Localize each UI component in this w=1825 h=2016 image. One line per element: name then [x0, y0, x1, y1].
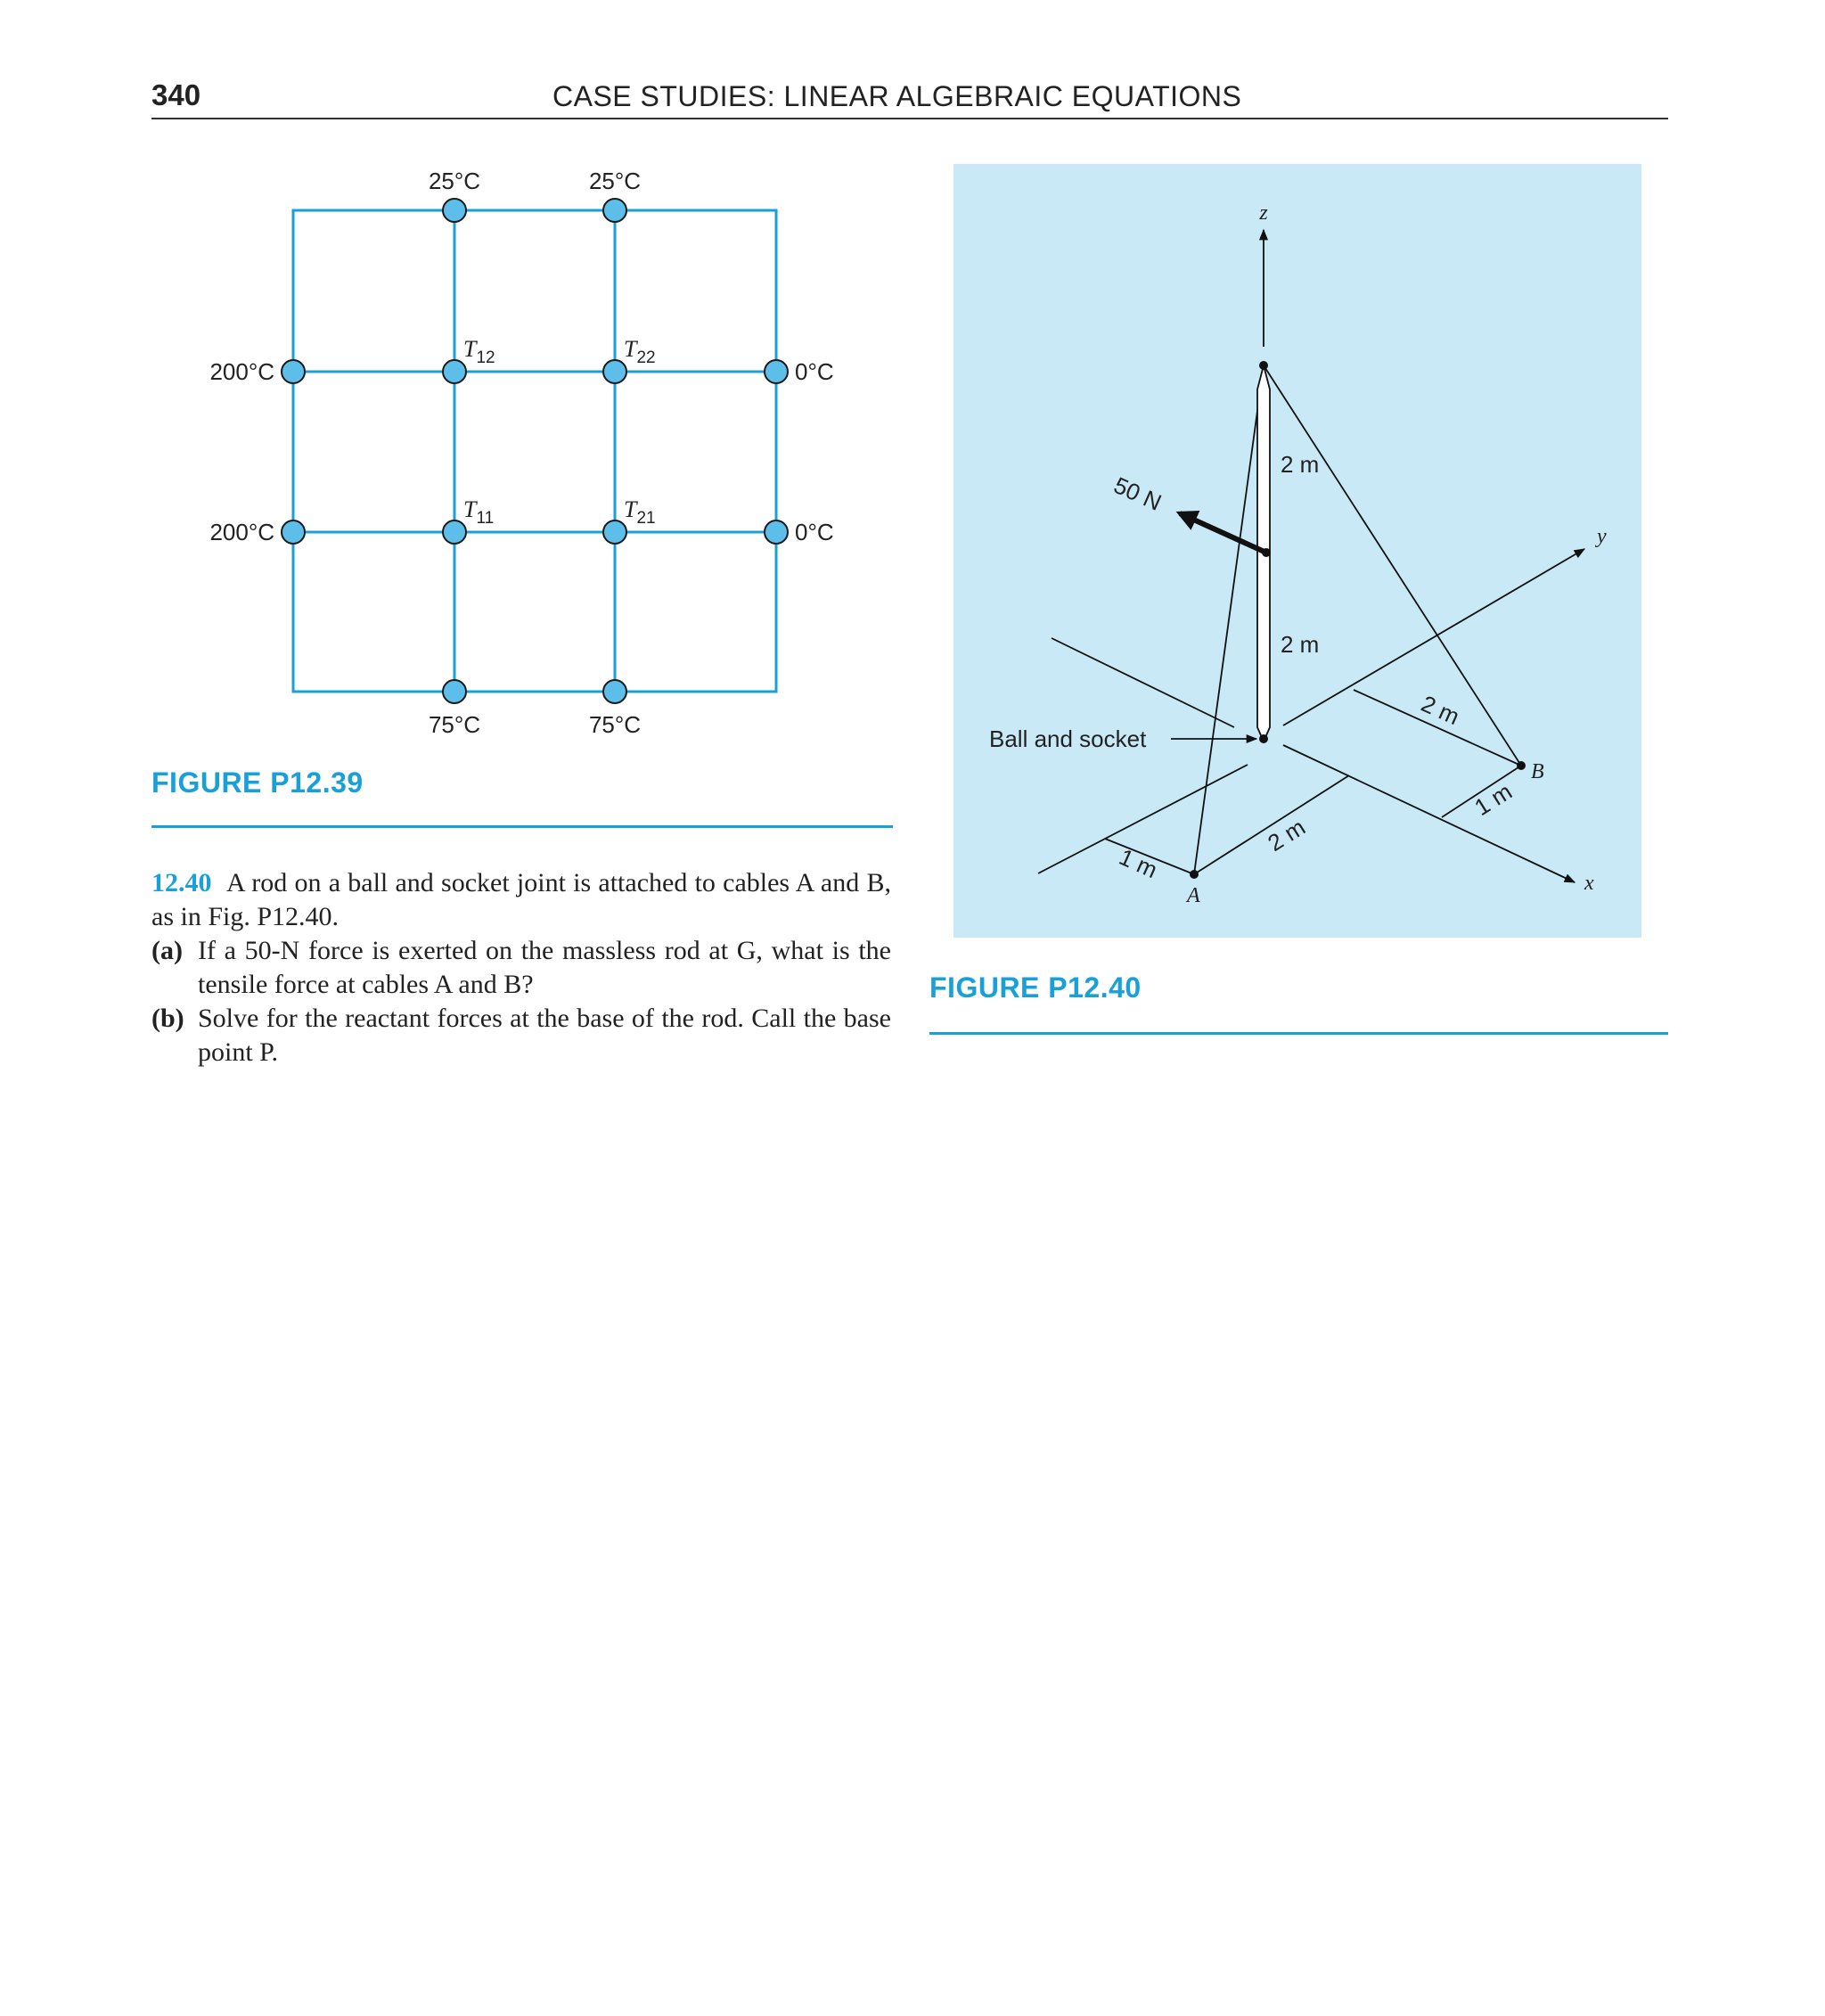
header-rule	[151, 118, 1668, 119]
point-a-label: A	[1187, 884, 1200, 907]
grid-border	[293, 210, 776, 692]
dim-x-2m-label: 2 m	[1263, 813, 1310, 857]
ball-socket-label: Ball and socket	[989, 725, 1147, 752]
node-bottom-1	[443, 680, 466, 703]
point-top	[1259, 361, 1268, 370]
dim-upper-label: 2 m	[1281, 451, 1320, 478]
figure-p12-39-rule	[151, 825, 893, 828]
force-label: 50 N	[1109, 471, 1166, 516]
problem-intro-text: A rod on a ball and socket joint is attached to cables A and B, as in Fig. P12.40.	[151, 868, 891, 931]
axis-y-label: y	[1597, 525, 1607, 548]
label-left-1: 200°C	[209, 358, 274, 385]
running-head: CASE STUDIES: LINEAR ALGEBRAIC EQUATIONS	[552, 80, 1242, 112]
figure-p12-39-grid	[178, 152, 891, 758]
node-t21	[603, 520, 626, 544]
node-t22	[603, 360, 626, 383]
label-bottom-1: 75°C	[428, 711, 481, 738]
label-left-2: 200°C	[209, 519, 274, 545]
label-top-2: 25°C	[588, 168, 642, 194]
figure-p12-40-rule	[929, 1032, 1668, 1035]
point-b-dot	[1517, 761, 1526, 770]
page-number: 340	[151, 78, 201, 111]
node-bottom-2	[603, 680, 626, 703]
label-t12: T12	[463, 336, 495, 367]
node-t12	[443, 360, 466, 383]
label-right-1: 0°C	[795, 358, 834, 385]
node-left-1	[282, 360, 305, 383]
node-right-1	[765, 360, 788, 383]
node-right-2	[765, 520, 788, 544]
part-a-text: If a 50-N force is exerted on the massless rod at G, what is the tensile force at cables A and B?	[198, 936, 891, 999]
label-t22: T22	[624, 336, 656, 367]
label-right-2: 0°C	[795, 519, 834, 545]
figure-p12-39-caption: FIGURE P12.39	[151, 766, 364, 799]
label-t11: T11	[463, 496, 495, 528]
node-t11	[443, 520, 466, 544]
point-p	[1259, 734, 1268, 743]
axis-x-label: x	[1584, 872, 1594, 895]
part-a-label: (a)	[151, 936, 183, 965]
point-a-dot	[1190, 870, 1199, 879]
part-b-label: (b)	[151, 1004, 184, 1033]
dim-lower-label: 2 m	[1281, 631, 1320, 658]
dim-y-2m-label: 2 m	[1417, 690, 1464, 731]
node-top-2	[603, 199, 626, 222]
part-b-text: Solve for the reactant forces at the base of the rod. Call the base point P.	[198, 1004, 891, 1067]
problem-part-b	[151, 1002, 891, 1069]
problem-part-a	[151, 934, 891, 1002]
axis-z-label: z	[1259, 201, 1268, 225]
dim-b-1m-label: 1 m	[1469, 777, 1517, 822]
problem-number: 12.40	[151, 868, 212, 897]
problem-12-40	[151, 866, 891, 1069]
node-left-2	[282, 520, 305, 544]
problem-intro	[151, 866, 891, 934]
point-b-label: B	[1531, 760, 1544, 783]
label-top-1: 25°C	[428, 168, 481, 194]
figure-p12-40-diagram	[953, 164, 1641, 938]
dim-a-1m-label: 1 m	[1115, 843, 1162, 884]
figure-p12-40-caption: FIGURE P12.40	[929, 971, 1142, 1004]
point-g	[1262, 548, 1271, 557]
label-bottom-2: 75°C	[588, 711, 642, 738]
node-top-1	[443, 199, 466, 222]
label-t21: T21	[624, 496, 656, 528]
